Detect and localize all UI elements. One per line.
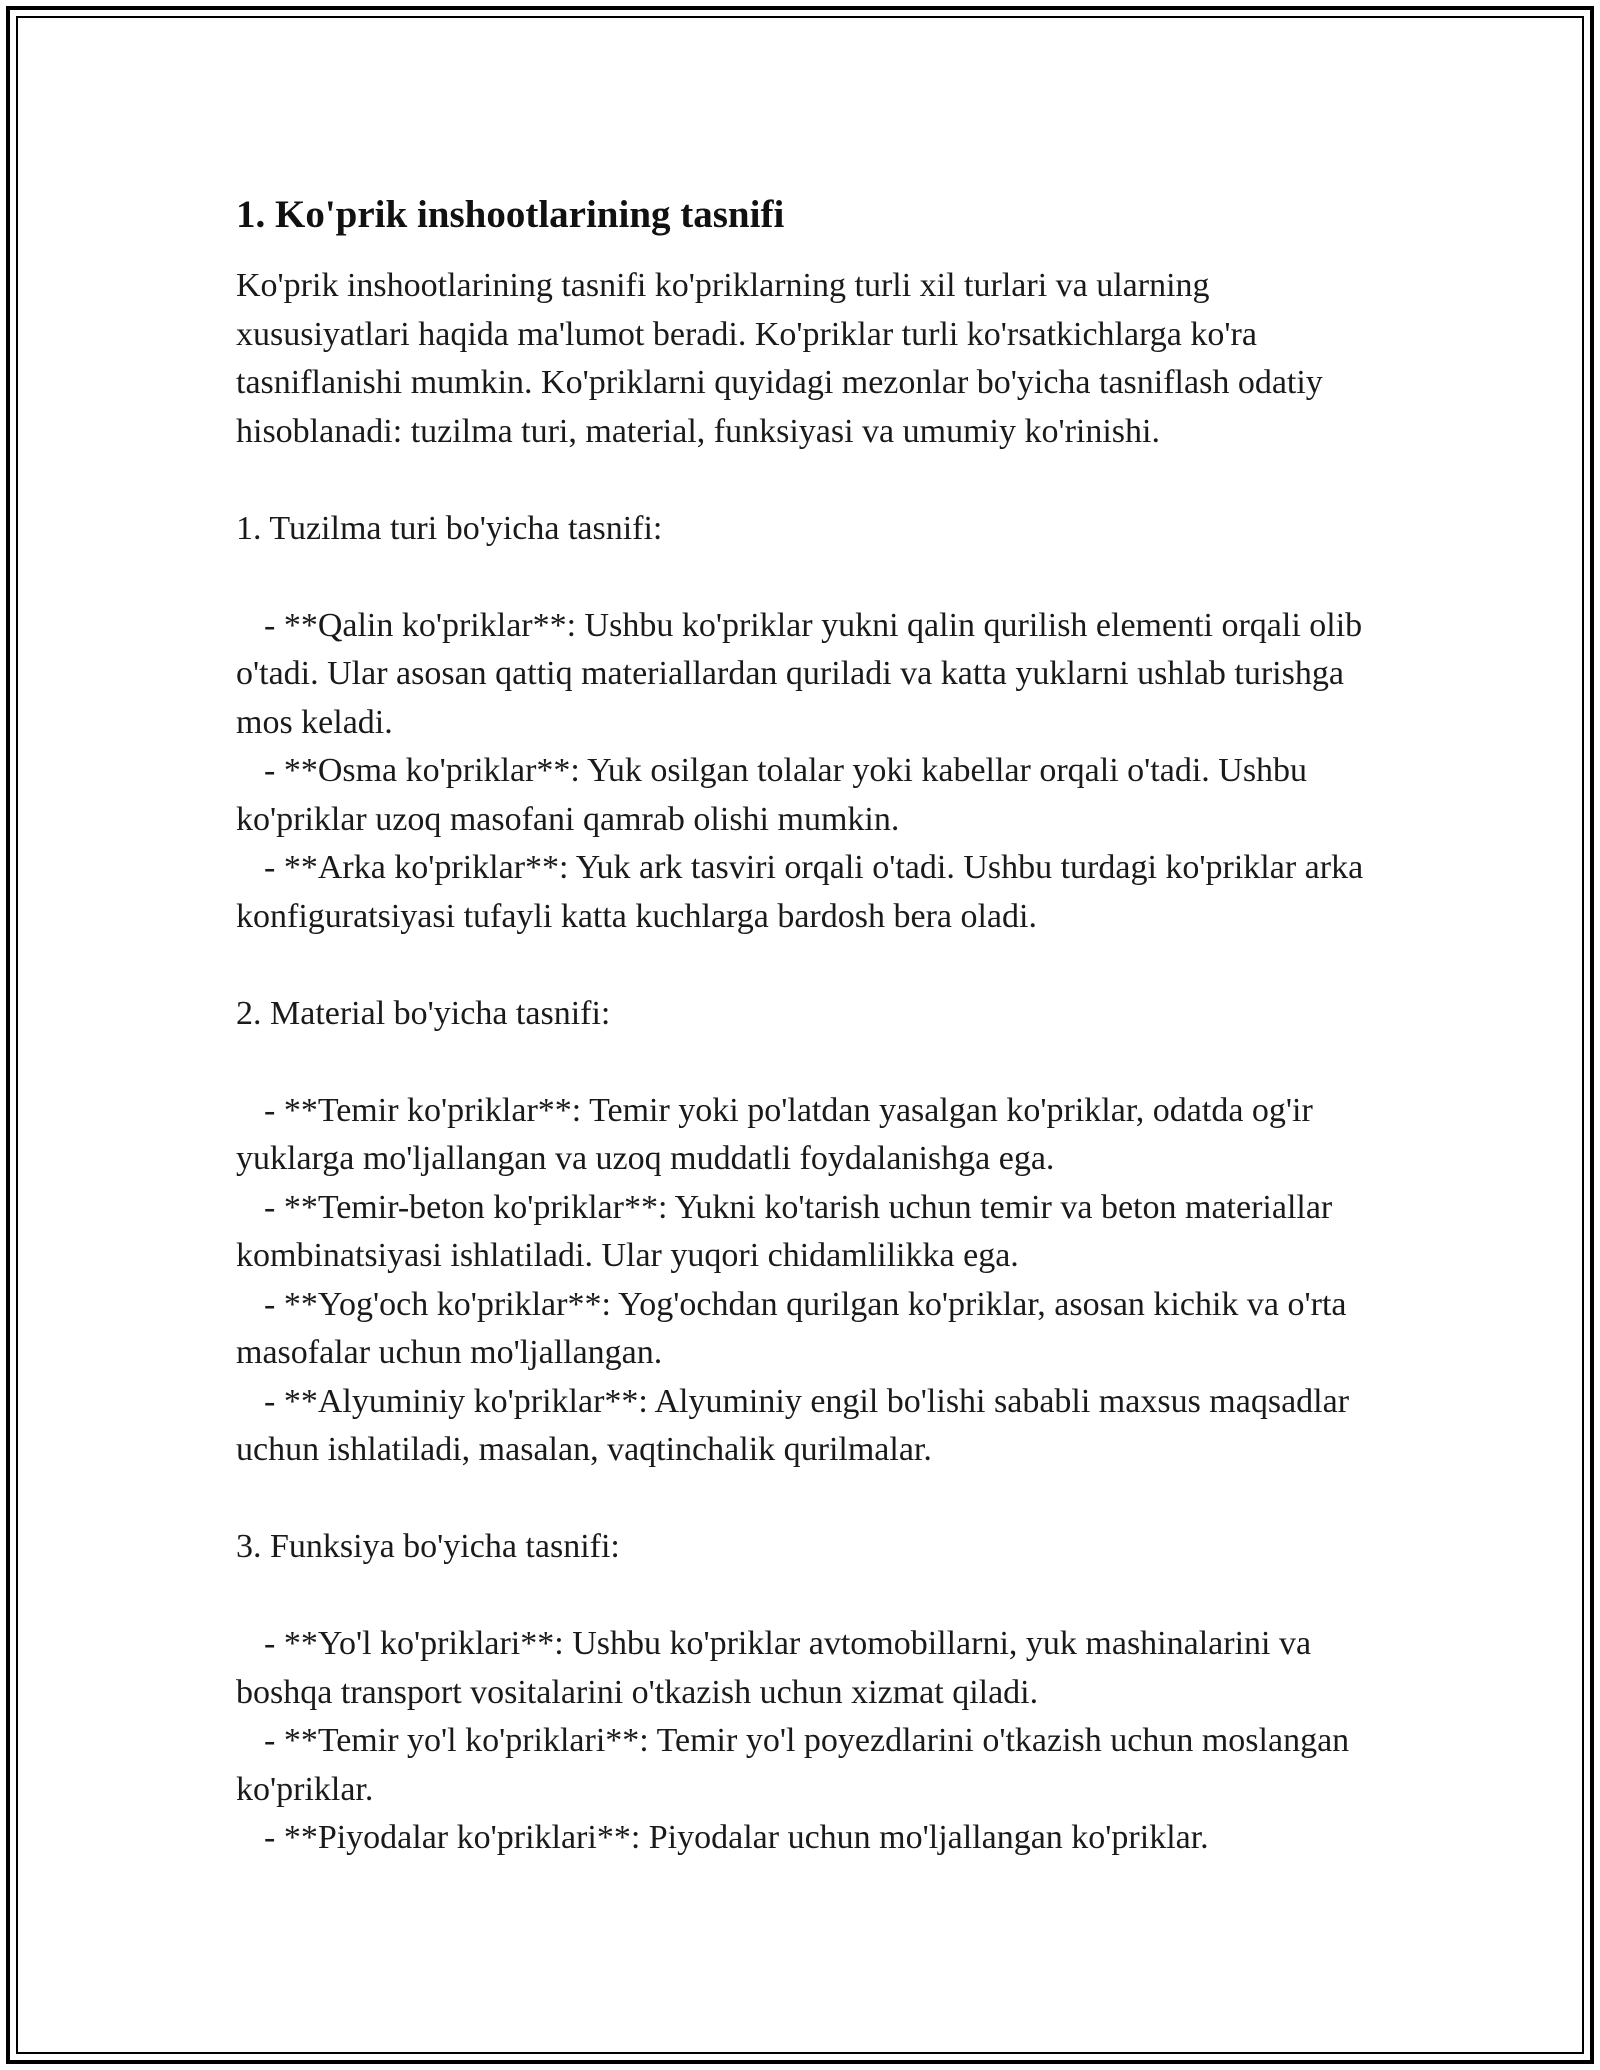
section-heading-material: 2. Material bo'yicha tasnifi: [236,994,611,1032]
list-item: - **Arka ko'priklar**: Yuk ark tasviri orqali o'tadi. Ushbu turdagi ko'priklar arka konfiguratsiyasi tufayli katta kuchlarga bardosh bera oladi. [236,849,1364,935]
list-item: - **Temir-beton ko'priklar**: Yukni ko'tarish uchun temir va beton materiallar kombinatsiyasi ishlatiladi. Ular yuqori chidamlilikka ega. [236,1188,1333,1274]
list-item: - **Yo'l ko'priklari**: Ushbu ko'priklar avtomobillarni, yuk mashinalarini va boshqa transport vositalarini o'tkazish uchun xizmat qiladi. [236,1625,1312,1711]
spacer [236,1572,1376,1621]
spacer [236,1475,1376,1524]
list-item: - **Piyodalar ko'priklari**: Piyodalar uchun mo'ljallangan ko'priklar. [264,1819,1209,1856]
section-heading-structure: 1. Tuzilma turi bo'yicha tasnifi: [236,509,663,547]
spacer [236,553,1376,602]
list-item: - **Qalin ko'priklar**: Ushbu ko'priklar yukni qalin qurilish elementi orqali olib o'tadi. Ular asosan qattiq materiallardan quriladi va katta yuklarni ushlab turishga mos keladi. [236,606,1363,741]
list-item: - **Osma ko'priklar**: Yuk osilgan tolalar yoki kabellar orqali o'tadi. Ushbu ko'priklar uzoq masofani qamrab olishi mumkin. [236,752,1308,838]
list-item: - **Temir ko'priklar**: Temir yoki po'latdan yasalgan ko'priklar, odatda og'ir yuklarga mo'ljallangan va uzoq muddatli foydalanishga ega. [236,1091,1313,1177]
section-heading-function: 3. Funksiya bo'yicha tasnifi: [236,1528,620,1565]
spacer [236,941,1376,990]
document-title: 1. Ko'prik inshootlarining tasnifi [236,193,785,236]
intro-paragraph: Ko'prik inshootlarining tasnifi ko'priklarning turli xil turlari va ularning xususiyatlari haqida ma'lumot beradi. Ko'priklar turli ko'rsatkichlarga ko'ra tasniflanishi mumkin. Ko'priklarni quyidagi mezonlar bo'yicha tasniflash odatiy hisoblanadi: tuzilma turi, material, funksiyasi va umumiy ko'rinishi. [236,267,1323,450]
spacer [236,456,1376,505]
list-item: - **Yog'och ko'priklar**: Yog'ochdan qurilgan ko'priklar, asosan kichik va o'rta masofalar uchun mo'ljallangan. [236,1285,1347,1371]
document-body [236,190,1376,1863]
spacer [236,1038,1376,1087]
list-item: - **Temir yo'l ko'priklari**: Temir yo'l poyezdlarini o'tkazish uchun moslangan ko'priklar. [236,1722,1350,1808]
list-item: - **Alyuminiy ko'priklar**: Alyuminiy engil bo'lishi sababli maxsus maqsadlar uchun ishlatiladi, masalan, vaqtinchalik qurilmalar. [236,1382,1350,1468]
